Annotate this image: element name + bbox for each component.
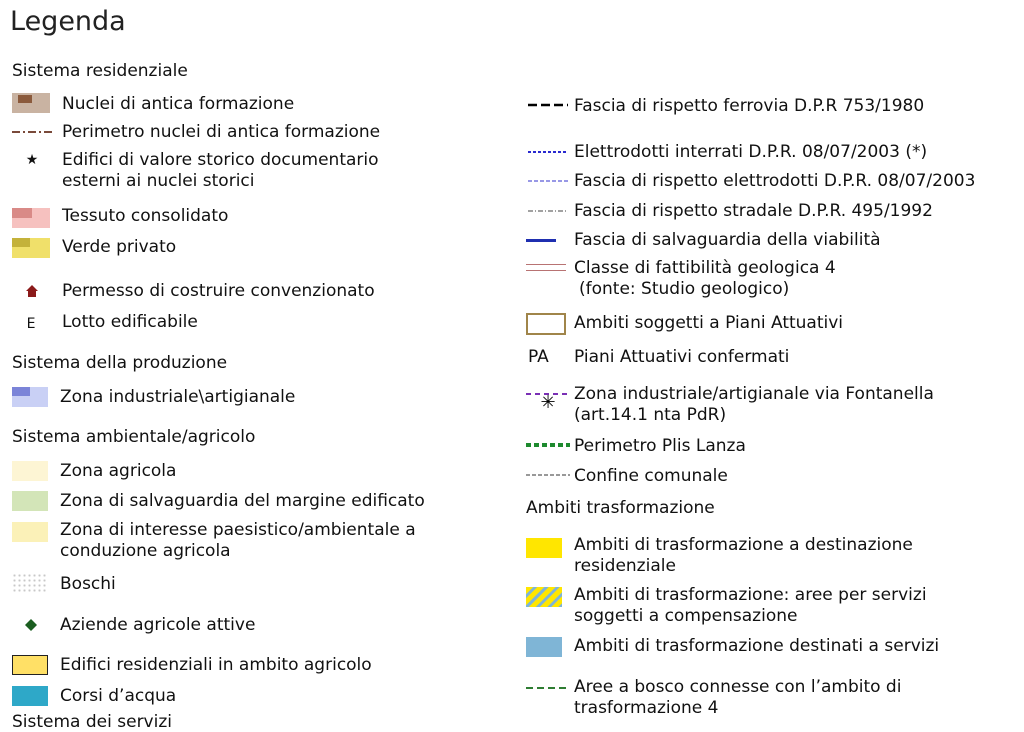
trasf-resid-swatch: [526, 538, 562, 558]
elettrodotti-interrati-line: [528, 147, 568, 157]
house-icon: [25, 284, 39, 298]
fontanella-icon: [526, 386, 570, 414]
elettrodotti-fascia-line: [528, 176, 568, 186]
legend-label-viabilita: Fascia di salvaguardia della viabilità: [574, 230, 881, 250]
confine-line: [526, 471, 570, 479]
legend-label-nuclei: Nuclei di antica formazione: [62, 94, 295, 114]
star-icon: ★: [25, 152, 39, 168]
legend-label-edifici-res: Edifici residenziali in ambito agricolo: [60, 655, 372, 675]
legend-label-trasf-resid: Ambiti di trasformazione a destinazione residenziale: [574, 535, 913, 576]
ferrovia-line: [528, 100, 568, 110]
legend-label-stradale: Fascia di rispetto stradale D.P.R. 495/1992: [574, 201, 933, 221]
edifici-res-swatch: [12, 655, 48, 675]
legend-label-geologica: Classe di fattibilità geologica 4 (fonte: Studio geologico): [574, 258, 836, 299]
legend-label-tessuto: Tessuto consolidato: [62, 206, 229, 226]
legend-label-verde: Verde privato: [62, 237, 177, 257]
legend-label-trasf-servizi: Ambiti di trasformazione destinati a servizi: [574, 636, 940, 656]
piani-attuativi-swatch: [526, 313, 566, 335]
legend-label-agricola: Zona agricola: [60, 461, 177, 481]
legend-label-lotto: Lotto edificabile: [62, 312, 198, 332]
viabilita-line: [526, 239, 556, 242]
legend-label-plis: Perimetro Plis Lanza: [574, 436, 746, 456]
plis-line: [526, 441, 570, 449]
nuclei-swatch: [12, 93, 50, 113]
legend-label-fontanella: Zona industriale/artigianale via Fontanella (art.14.1 nta PdR): [574, 384, 934, 425]
legend-label-ferrovia: Fascia di rispetto ferrovia D.P.R 753/1980: [574, 96, 925, 116]
pa-symbol: PA: [528, 347, 549, 367]
interesse-swatch: [12, 522, 48, 542]
boschi-swatch: [12, 573, 48, 593]
legend-label-elettrodotti-fascia: Fascia di rispetto elettrodotti D.P.R. 08/07/2003: [574, 171, 976, 191]
section-heading-ambientale: Sistema ambientale/agricolo: [12, 427, 256, 447]
legend-label-edifici-valore: Edifici di valore storico documentario esterni ai nuclei storici: [62, 150, 379, 191]
section-heading-trasformazione: Ambiti trasformazione: [526, 498, 715, 518]
legend-label-interesse: Zona di interesse paesistico/ambientale a conduzione agricola: [60, 520, 416, 561]
diamond-icon: [24, 618, 38, 632]
lotto-symbol: E: [26, 316, 36, 332]
legend-label-pa-confermati: Piani Attuativi confermati: [574, 347, 790, 367]
legend-label-aziende: Aziende agricole attive: [60, 615, 256, 635]
geologica-line: [526, 264, 566, 271]
stradale-line: [528, 206, 568, 216]
perimetro-nuclei-line: [12, 127, 52, 137]
section-heading-produzione: Sistema della produzione: [12, 353, 228, 373]
legend-title: Legenda: [10, 6, 126, 37]
legend-label-trasf-servizi-comp: Ambiti di trasformazione: aree per servizi soggetti a compensazione: [574, 585, 927, 626]
corsi-swatch: [12, 686, 48, 706]
legend-label-bosco: Aree a bosco connesse con l’ambito di trasformazione 4: [574, 677, 902, 718]
trasf-servizi-comp-swatch: [526, 587, 562, 607]
legend-label-confine: Confine comunale: [574, 466, 728, 486]
tessuto-swatch: [12, 208, 50, 228]
legend-label-perimetro-nuclei: Perimetro nuclei di antica formazione: [62, 122, 381, 142]
salvaguardia-swatch: [12, 491, 48, 511]
legend-label-industriale: Zona industriale\artigianale: [60, 387, 296, 407]
industriale-swatch: [12, 387, 48, 407]
legend-label-corsi: Corsi d’acqua: [60, 686, 177, 706]
svg-text:✳: ✳: [540, 392, 556, 413]
bosco-line: [526, 684, 570, 692]
legend-label-piani-attuativi: Ambiti soggetti a Piani Attuativi: [574, 313, 844, 333]
legend-label-boschi: Boschi: [60, 574, 116, 594]
section-heading-servizi: Sistema dei servizi: [12, 712, 172, 732]
legend-label-salvaguardia: Zona di salvaguardia del margine edificato: [60, 491, 425, 511]
section-heading-residenziale: Sistema residenziale: [12, 61, 188, 81]
legend-label-permesso: Permesso di costruire convenzionato: [62, 281, 375, 301]
legend-label-elettrodotti-interrati: Elettrodotti interrati D.P.R. 08/07/2003 (*): [574, 142, 928, 162]
agricola-swatch: [12, 461, 48, 481]
trasf-servizi-swatch: [526, 637, 562, 657]
verde-swatch: [12, 238, 50, 258]
